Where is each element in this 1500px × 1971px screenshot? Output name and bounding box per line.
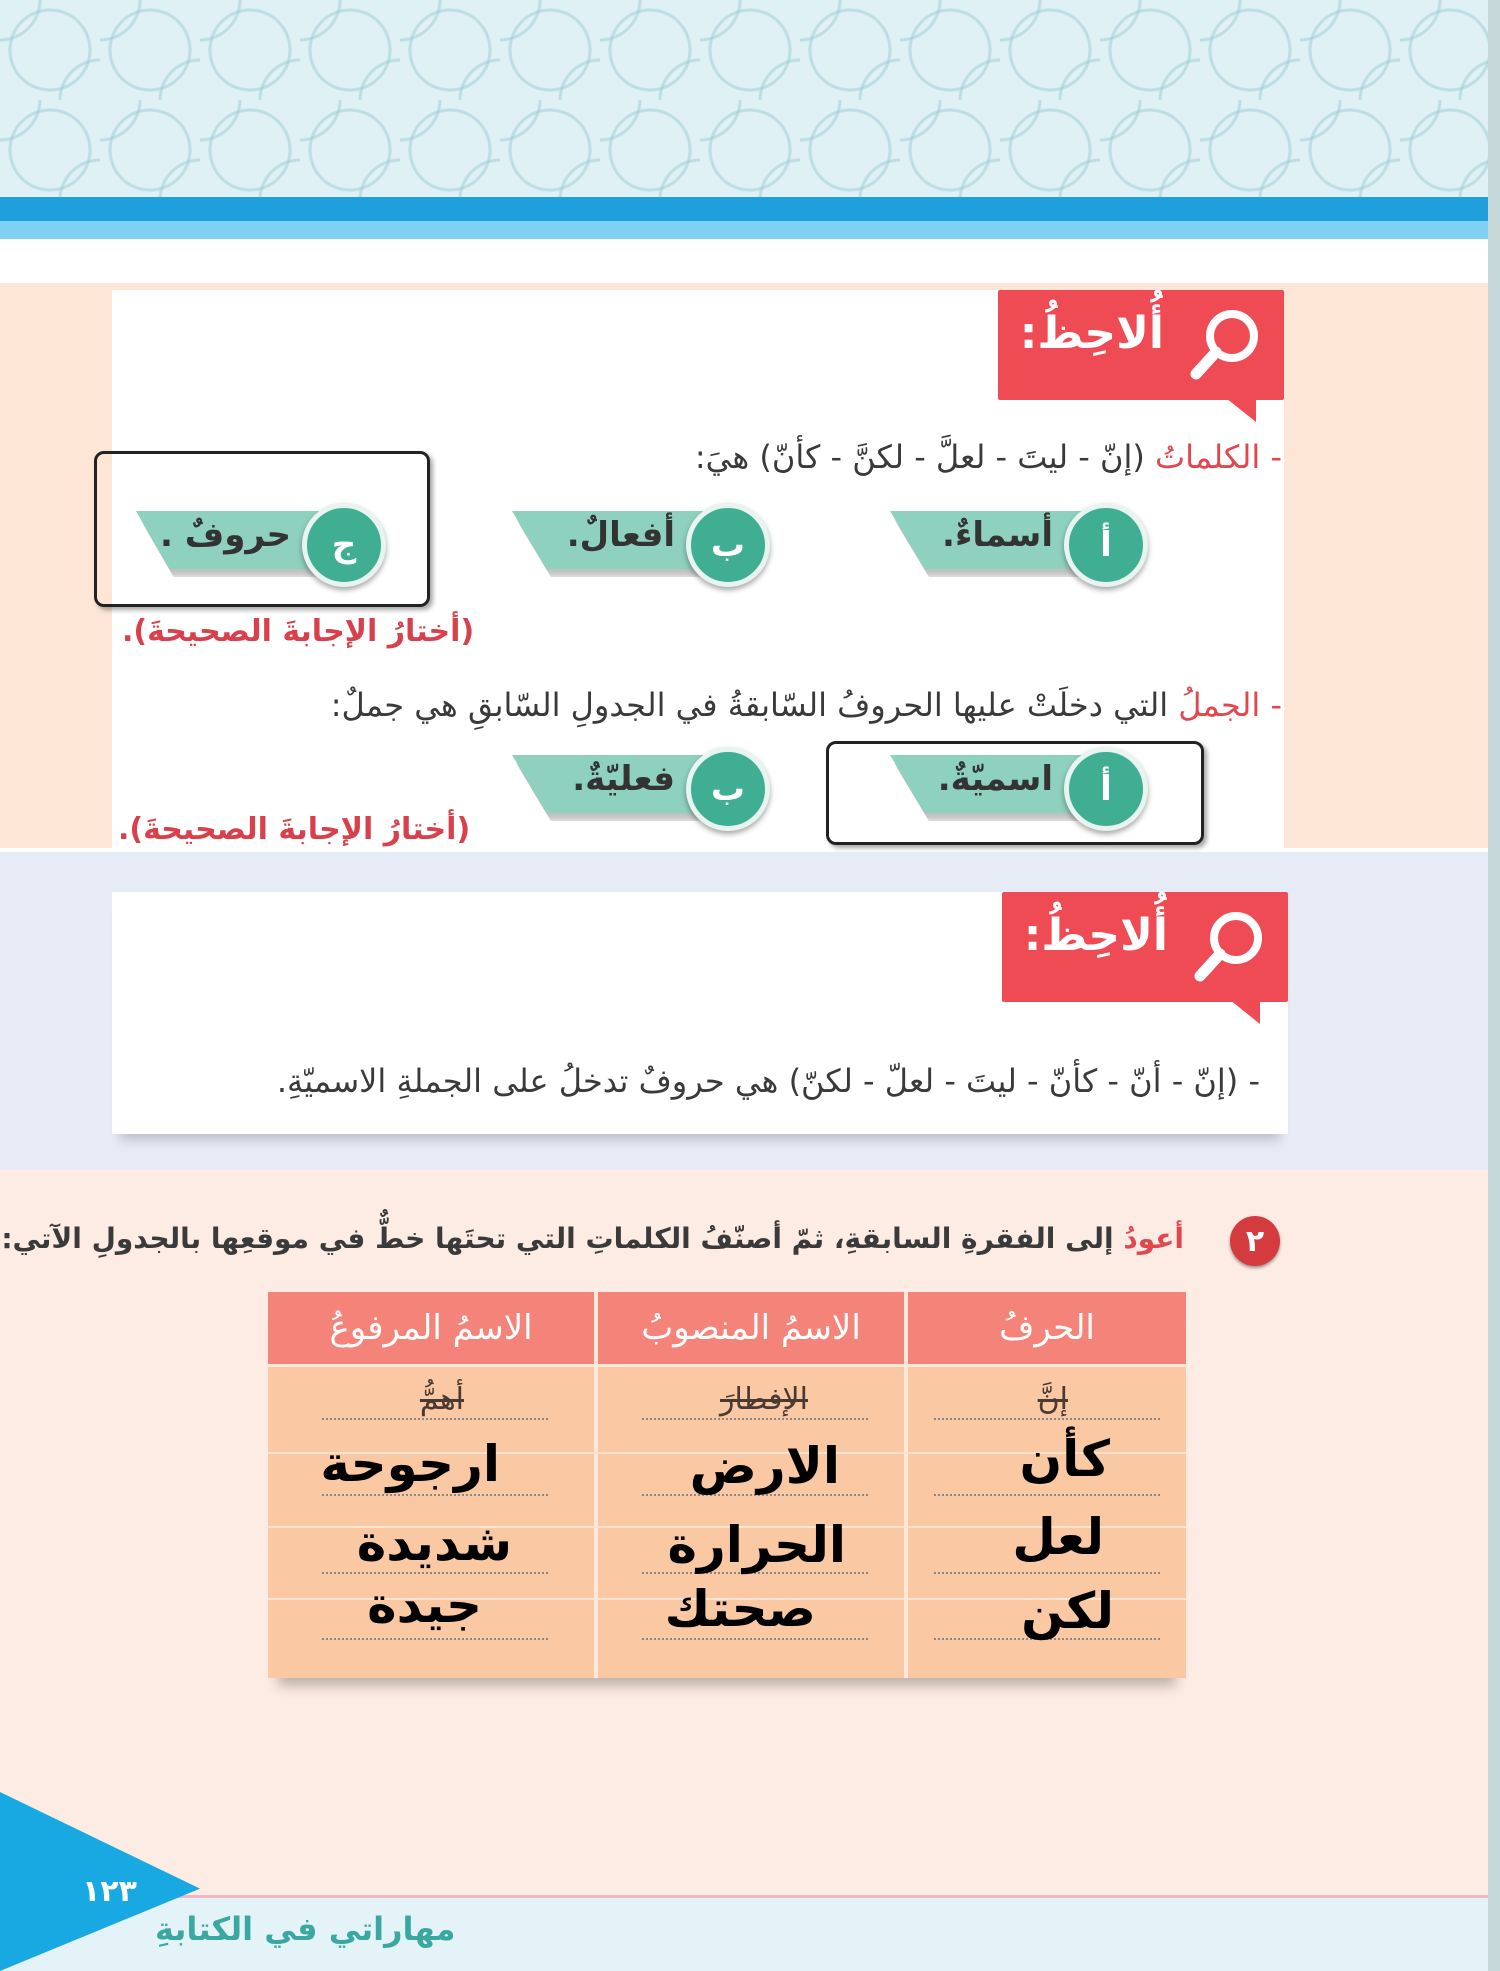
answer-mansub-1: الارض: [689, 1437, 840, 1495]
answer-harf-1: كأن: [1019, 1430, 1110, 1488]
selection-box-1: [94, 451, 430, 607]
question-number: ٢: [1230, 1216, 1280, 1266]
answer-marfu-2: شديدة: [356, 1514, 512, 1572]
answer-harf-3: لكن: [1021, 1582, 1114, 1640]
option-label: أفعالٌ.: [566, 515, 675, 555]
classification-table: [268, 1292, 1186, 1678]
answer-mansub-3: صحتك: [664, 1580, 816, 1638]
writing-line: [322, 1494, 548, 1496]
answer-marfu-3: جيدة: [367, 1576, 482, 1634]
page-edge: [1488, 0, 1500, 1971]
example-harf: إنَّ: [1037, 1382, 1068, 1417]
writing-line: [322, 1572, 548, 1574]
question-line: [1, 1222, 1184, 1255]
rule-text: - (إنّ - أنّ - كأنّ - ليتَ - لعلّ - لكنّ) هي حروفٌ تدخلُ على الجملةِ الاسميّةِ.: [276, 1062, 1260, 1100]
example-mansub: الإفطارَ: [719, 1382, 808, 1417]
hint-2: (أختارُ الإجابةَ الصحيحةَ).: [118, 812, 471, 847]
option-b-1[interactable]: [512, 503, 770, 573]
notice-tag-2: [1002, 892, 1288, 1002]
header-bar-light: [0, 221, 1500, 239]
writing-line: [322, 1418, 548, 1420]
question-text: إلى الفقرةِ السابقةِ، ثمّ أصنّفُ الكلماتِ التي تحتَها خطٌّ في موقعِها بالجدولِ الآتي:: [1, 1222, 1114, 1255]
answer-marfu-1: ارجوحة: [320, 1435, 500, 1493]
book-title: مهاراتي في الكتابةِ: [155, 1910, 456, 1948]
writing-line: [322, 1638, 548, 1640]
question-word: أعودُ: [1123, 1222, 1184, 1255]
answer-mansub-2: الحرارة: [667, 1516, 846, 1574]
line2-body: التي دخلَتْ عليها الحروفُ السّابقةُ في الجدولِ السّابقِ هي جملٌ:: [330, 686, 1169, 724]
selection-box-2: [826, 741, 1204, 845]
header-marfu: الاسمُ المرفوعُ: [268, 1292, 594, 1364]
header-divider: [268, 1364, 1186, 1367]
option-badge: ج: [302, 503, 386, 587]
notice-label: أُلاحِظُ:: [1023, 910, 1168, 961]
option-label: اسميّةٌ.: [937, 759, 1053, 799]
example-marfu: أهمُّ: [419, 1382, 464, 1417]
writing-line: [934, 1418, 1160, 1420]
notice-label: أُلاحِظُ:: [1019, 308, 1164, 359]
option-badge: ب: [686, 747, 770, 831]
header-harf: الحرفُ: [908, 1292, 1186, 1364]
option-label: فعليّةٌ.: [572, 759, 675, 799]
answer-harf-2: لعل: [1012, 1508, 1104, 1566]
hint-1: (أختارُ الإجابةَ الصحيحةَ).: [122, 614, 475, 649]
option-badge: ب: [686, 503, 770, 587]
option-badge: أ: [1064, 503, 1148, 587]
writing-line: [642, 1418, 868, 1420]
option-a-1[interactable]: [890, 503, 1148, 573]
option-badge: أ: [1064, 747, 1148, 831]
page-number: ١٢٣: [82, 1874, 137, 1909]
writing-line: [642, 1638, 868, 1640]
line2-prefix: - الجملُ: [1178, 686, 1282, 724]
column-separator: [904, 1292, 908, 1678]
writing-line: [934, 1572, 1160, 1574]
option-label: حروفٌ .: [159, 515, 291, 555]
magnifier-icon: [1190, 906, 1270, 986]
option-label: أسماءٌ.: [942, 515, 1053, 555]
notice-tag-1: [998, 290, 1284, 400]
line2: [331, 686, 1282, 724]
line1-body: (إنّ - ليتَ - لعلَّ - لكنَّ - كأنّ) هيَ:: [694, 438, 1145, 476]
line1-prefix: - الكلماتُ: [1155, 438, 1282, 476]
column-separator: [594, 1292, 598, 1678]
header-mansub: الاسمُ المنصوبُ: [598, 1292, 904, 1364]
header-bar: [0, 197, 1500, 221]
line1: [695, 438, 1282, 476]
header-pattern: [0, 0, 1500, 200]
writing-line: [934, 1494, 1160, 1496]
magnifier-icon: [1186, 304, 1266, 384]
option-b-2[interactable]: [512, 747, 770, 817]
